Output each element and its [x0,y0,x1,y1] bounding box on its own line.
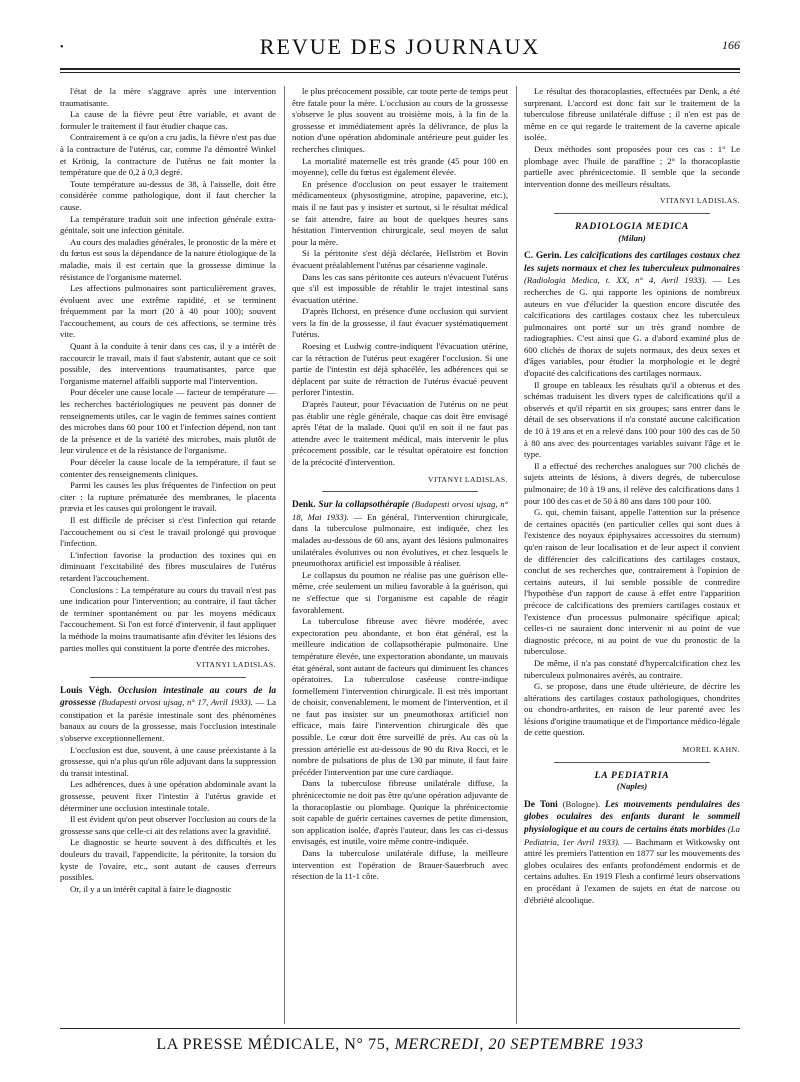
signature: VITANYI LADISLAS. [195,660,276,670]
paragraph: D'après Ilchorst, en présence d'une occlusion qui survient vers la fin de la grossesse, il faut évacuer systématiquement l'utérus. [292,306,508,340]
paragraph: L'infection favorise la production des toxines qui en diminuant l'excitabilité des fibres musculaires de l'utérus retardent l'accouchement. [60,549,276,583]
article-separator [90,677,246,678]
article-source: (Budapesti orvosi ujsag, n° 17, Avril 1933). [98,697,253,708]
col1-body [60,86,276,654]
journal-section-heading: LA PEDIATRIA [594,769,670,781]
article-source: (Radiologia Medica, t. XX, n° 4, Avril 1933). [524,275,707,286]
paragraph: Quant à la conduite à tenir dans ces cas, il y a intérêt de raccourcir le travail, mais il faut s'abstenir, autant que ce soit possible, des interventions traumatisantes, parce que l'organisme maternel affaibli supporte mal l'intervention. [60,341,276,386]
article-source: (La Pediatria, 1er Avril 1933). [524,824,740,847]
col2-body [292,86,508,469]
paragraph: Pour déceler la cause locale de la température, il faut se contenter des renseignements cliniques. [60,457,276,479]
journal-section-heading: RADIOLOGIA MEDICA [574,220,690,232]
article-title: Les calcifications des cartilages costaux chez les sujets normaux et chez les tuberculeux pulmonaires [524,251,740,274]
col1-article-body [60,745,276,896]
article-separator [322,491,478,492]
paragraph: Si la péritonite s'est déjà déclarée, Hellström et Bovin évacuent préalablement l'utérus par césarienne vaginale. [292,248,508,270]
paragraph: Il est évident qu'on peut observer l'occlusion au cours de la grossesse sans que celle-ci ait des relations avec la gravidité. [60,814,276,836]
paragraph: La température traduit soit une infection générale extra-génitale, soit une infection génitale. [60,213,276,236]
journal-city: (Milan) [618,232,646,243]
footer-date: MERCREDI, 20 SEPTEMBRE 1933 [394,1036,644,1053]
paragraph: L'occlusion est due, souvent, à une cause préexistante à la grossesse, qui n'a plus qu'un rôle adjuvant dans la suppression du transit intestinal. [60,744,276,778]
paragraph: Il est difficile de préciser si c'est l'infection qui retarde l'accouchement ou si c'est le travail prolongé qui provoque l'infection. [60,514,276,549]
paragraph: l'état de la mère s'aggrave après une intervention traumatisante. [60,86,276,108]
journal-section-title: REVUE DES JOURNAUX [259,34,541,59]
article-title: Sur la collapsothérapie [318,500,410,511]
paragraph: La tuberculose fibreuse avec fièvre modérée, avec expectoration peu abondante, et bon état général, est la meilleure indication de collapsothérapie pulmonaire. Une température élevée, une expectoration abondante, un mauvais état général, sont autant de facteurs qui diminuent les chances opératoires. La tuberculose caséeuse contre-indique formellement l'intervention chirurgicale. Il est très important de choisir, convenablement, le moment de l'intervention, et il ne faut pas insister sur un pneumothorax artificiel non efficace, mais faire l'intervention chirurgicale dès que possible. Le cœur doit être surveillé de près. Au cas où la pression artérielle est au-dessous de 90 du Riva Rocci, et le nombre de pulsations de plus de 130 par minute, il faut faire précéder l'intervention par une cure cardiaque. [292,616,508,777]
article-first-text: — La constipation et la parésie intestinale sont des phénomènes banaux au cours de la grossesse, mais l'occlusion intestinale s'observe exceptionnellement. [60,697,276,744]
signature: VITANYI LADISLAS. [427,474,508,484]
article-separator [554,762,710,763]
paragraph: La cause de la fièvre peut être variable, et avant de formuler le traitement il faut étudier chaque cas. [60,109,276,131]
column-1 [60,86,276,1024]
journal-city: (Naples) [616,781,648,792]
article-title: Occlusion intestinale au cours de la grossesse [60,685,276,709]
article-affiliation: (Bologne). [562,798,601,809]
page-number: 166 [722,38,740,52]
paragraph: Les affections pulmonaires sont particulièrement graves, évoluent avec une extrême rapidité, et se terminent fréquemment par la mort (20 à 40 pour 100); souvent l'accouchement, au cours de ces affections, se termine très vite. [60,283,276,340]
paragraph: En présence d'occlusion on peut essayer le traitement médicamenteux (physostigmine, atropine, papaverine, etc.), mais il ne faut pas y insister et surtout, si le résultat médical se fait attendre, faire au bout de quelques heures sans hésitation l'intervention chirurgicale, seul moyen de salut pour la mère. [292,178,508,247]
col3-article-body [524,380,740,739]
paragraph: Toute température au-dessus de 38, à l'aisselle, doit être considérée comme pathologique, dont il faut chercher la cause. [60,178,276,212]
paragraph: Roesing et Ludwig contre-indiquent l'évacuation utérine, car la rétraction de l'utérus peut exagérer l'occlusion. Si une partie de l'intestin est déjà sphacélée, les adhérences qui se déplacent par suite de rétraction de l'utérus évacué peuvent perforer l'intestin. [292,341,508,398]
article-heading [60,685,276,745]
col2-article-body [292,570,508,883]
paragraph: Contrairement à ce qu'on a cru jadis, la fièvre n'est pas due à la contracture de l'utérus, car, comme l'a démontré Winkel et Krönig, la contracture de l'utérus ne fait monter la température que de 0,2 à 0,3 degré. [60,132,276,178]
paragraph: le plus précocement possible, car toute perte de temps peut être fatale pour la mère. L'occlusion au cours de la grossesse s'observe le plus souvent au troisième mois, à la fin de la grossesse et immédiatement après la délivrance, de plus la notion d'une opération abdominale antérieure peut guider les recherches cliniques. [292,86,508,154]
footer-rule [60,1028,740,1029]
header-rule-bottom [60,72,740,73]
paragraph: De même, il n'a pas constaté d'hypercalcification chez les tuberculeux pulmonaires avérés, au contraire. [524,657,740,680]
paragraph: D'après l'auteur, pour l'évacuation de l'utérus on ne peut pas établir une règle générale, chaque cas doit être envisagé après l'état de la malade. Quoi qu'il en soit il ne faut pas attendre avec le traitement médical, mais intervenir le plus précocement possible, car le résultat opératoire est fonction de la précocité d'intervention. [292,399,508,467]
article-title: Les mouvements pendulaires des globes oculaires des enfants durant le sommeil physiologique et au cours de certains états morbides [524,799,740,836]
paragraph: Dans la tuberculose unilatérale diffuse, la meilleure intervention est l'opération de Brauer-Sauerbruch avec résection de la 11-1 côte. [292,848,508,882]
header-ornament: • [60,42,64,53]
paragraph: Il groupe en tableaux les résultats qu'il a obtenus et des schémas traduisent les divers types de calcifications qu'il a observés et qu'il répartit en six groupes; sans entrer dans le détail de ses observations il n'a constaté aucune calcification de 10 à 19 ans et en a relevé dans 100 pour 100 des cas de 50 à 80 ans avec des pourcentages variables suivant l'âge et le type. [524,379,740,460]
paragraph: Deux méthodes sont proposées pour ces cas : 1° Le plombage avec l'huile de paraffine ; 2° la thoracoplastie partielle avec phrénicectomie. Il semble que la seconde intervention donne des meilleurs résultats. [524,143,740,189]
paragraph: Conclusions : La température au cours du travail n'est pas une indication pour l'intervention; au contraire, il faut tâcher de terminer spontanément ou par les moyens médicaux l'accouchement. Si l'on est forcé d'intervenir, il faut appliquer la méthode la moins traumatisante afin d'éviter les lésions des parties molles qui constituent la porte d'entrée des microbes. [60,584,276,653]
article-separator [554,213,710,214]
signature: MOREL KAHN. [682,745,740,755]
article-first-text: — En général, l'intervention chirurgicale, dans la tuberculose pulmonaire, est indiquée, chez les malades au-dessous de 60 ans, ayant des lésions pulmonaires unilatérales évolutives ou non évolutives, et chez lesquels le pneumothorax artificiel est impossible à réaliser. [292,511,508,569]
paragraph: Or, il y a un intérêt capital à faire le diagnostic [70,883,232,894]
column-divider [284,86,285,1024]
page-footer [60,1036,740,1054]
paragraph: G. qui, chemin faisant, appelle l'attention sur la présence de certaines opacités (en particulier celles qui sont dues à l'existence des noyaux épiphysaires accessoires du sternum) qu'en raison de leur localisation et de leur aspect il convient de différencier des calcifications des cartilages costaux, conclut de ses recherches que, contrairement à l'opinion de certains auteurs, il lui semble possible de contredire l'hypothèse d'un rapport de cause à effet entre l'apparition précoce de calcifications des premiers cartilages costaux et l'existence d'un processus pulmonaire spécifique apical; celles-ci ne sauraient donc intervenir ni au point de vue diagnostic précoce, ni au point de vue du pronostic de la tuberculose. [524,507,740,657]
column-2 [292,86,508,1024]
paragraph: G. se propose, dans une étude ultérieure, de décrire les altérations des cartilages costaux pathologiques, chondrites ou chondro-arthrites, en raison de leur parenté avec les lésions d'origine traumatique et de l'importance médico-légale de cette question. [524,681,740,738]
column-3 [524,86,740,1024]
header-rule-top [60,68,740,70]
article-heading [292,499,508,570]
paragraph: Pour déceler une cause locale — facteur de température — les recherches bactériologiques ne peuvent pas donner de renseignements utiles, car le vagin de femmes saines contient des microbes dans 60 pour 100 et l'infection dépend, non tant de la présence et de la variété des microbes, mais plutôt de leur virulence et de la résistance de l'organisme. [60,387,276,456]
signature: VITANYI LADISLAS. [659,196,740,206]
article-author: De Toni [524,799,558,810]
article-heading [524,799,740,906]
page-header [60,34,740,64]
article-author: Denk. [292,500,316,511]
paragraph: Dans la tuberculose fibreuse unilatérale diffuse, la phrénicectomie ne doit pas être qu'une opération adjuvante de la thoracoplastie ou plombage. Quoique la phrénicectomie soit capable de guérir certaines cavernes de petite dimension, son application isolée, d'après l'auteur, dans les cas ci-dessus envisagés, est inutile, voire même contre-indiquée. [292,778,508,847]
article-first-text: — Bachmann et Witkowsky ont attiré les premiers l'attention en 1877 sur les mouvements des globes oculaires des enfants profondément endormis et de certains adultes. En 1919 Flesh a confirmé leurs observations en procédant à l'examen de sujets en état de narcose ou d'ébriété alcoolique. [524,836,740,905]
paragraph: Le résultat des thoracoplasties, effectuées par Denk, a été surprenant. L'accord est donc fait sur le traitement de la tuberculose fibreuse unilatérale diffuse ; il n'en est pas de même en ce qui regarde le traitement de la caverne apicale isolée. [524,86,740,143]
paragraph: La mortalité maternelle est très grande (45 pour 100 en moyenne), celle du fœtus est également élevée. [292,155,508,178]
paragraph: Le diagnostic se heurte souvent à des difficultés et les douleurs du travail, l'appendicite, la péritonite, la torsion du kyste de l'ovaire, etc., sont autant de causes d'erreurs possibles. [60,837,276,883]
col3-body [524,86,740,190]
paragraph: Parmi les causes les plus fréquentes de l'infection on peut citer : la rupture prématurée des membranes, le placenta prævia et les causes qui prolongent le travail. [60,480,276,514]
paragraph: Il a effectué des recherches analogues sur 700 clichés de sujets atteints de lésions, à divers degrés, de tuberculose pulmonaire; de 10 à 19 ans, il relève des calcifications dans 1 pour 100 des cas et de 50 à 80 ans dans 100 pour 100. [524,460,740,506]
article-author: Louis Végh. [60,685,112,696]
column-divider [516,86,517,1024]
paragraph: Dans les cas sans péritonite ces auteurs n'évacuent l'utérus que s'il est impossible de rétablir le trajet intestinal sans évacuation utérine. [292,271,508,305]
paragraph: Les adhérences, dues à une opération abdominale avant la grossesse, peuvent fixer l'intestin à l'utérus gravide et déterminer une occlusion intestinale totale. [60,779,276,813]
article-heading [524,250,740,380]
footer-journal: LA PRESSE MÉDICALE, N° 75, [156,1036,390,1053]
paragraph: Au cours des maladies générales, le pronostic de la mère et du fœtus est sous la dépendance de la nature étiologique de la maladie, mais il est certain que la grossesse diminue la résistance de l'organisme maternel. [60,236,276,282]
paragraph: Le collapsus du poumon ne réalise pas une guérison elle-même, crée seulement un milieu favorable à la guérison, qui ne s'effectue que si l'organisme est capable de réagir favorablement. [292,569,508,615]
article-source: (Budapesti orvosi ujsag, n° 18, Mai 1933). [292,499,508,522]
article-first-text: — Les recherches de G. qui rapporte les opinions de nombreux auteurs en vue d'élucider la question encore discutée des calcifications des cartilages costaux chez les tuberculeux pulmonaires ont porté sur un très grand nombre de radiographies. C'est ainsi que G. a d'abord examiné plus de 600 clichés de thorax de sujets normaux, des deux sexes et d'âges variables, pour étudier la morphologie et le degré d'opacité des calcifications des cartilages normaux. [524,275,740,379]
article-author: C. Gerin. [524,251,562,262]
